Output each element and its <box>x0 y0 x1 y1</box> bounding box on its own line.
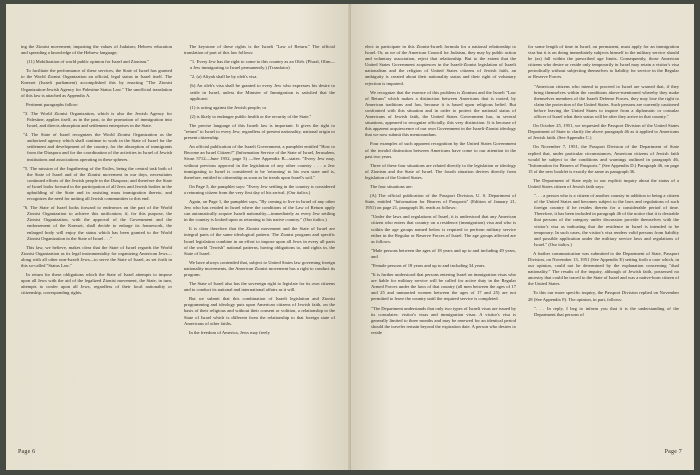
page-number: Page 7 <box>664 449 682 455</box>
paragraph: But we submit that this combination of Israeli legislation and Zionist programming and ideology puts upon American citizens of Jewish faith, on the basis of their religious and without their consent or volition, a relationship to the State of Israel which is different from the relationship to that foreign state of Americans of other faiths. <box>184 296 335 326</box>
paragraph: Again, on Page 1, the pamphlet says, "By coming to live in Israel of any other Jew who has resided in Israel where the conditions of the Law of Return apply can automatically acquire Israeli nationality—immediately as every Jew settling in the country is looked upon as returning to his native country." (Our italics.) <box>184 198 335 223</box>
paragraph: This law, we believe, makes clear that the State of Israel regards the World Zionist Organization as its legal instrumentality for organizing American Jews—along with all other non-Israeli Jews—to serve the State of Israel, as set forth in this so-called "Status Law." <box>21 244 172 268</box>
paragraph: ". . . a person who is a citizen of another country in addition to being a citizen of the United States and becomes subject to the laws and regulations of such foreign country if he resides therein for a considerable period of time. Therefore, it has been included in paragraph 46 of the notice that it is desirable that persons of the category under discussion provide themselves with the visitor's visa as indicating that the residence in Israel is intended to be temporary. In such cases, the visitor's visa renders valid persons from liability and possible application under the military service laws and regulations of Israel." (Our italics.) <box>534 193 679 247</box>
paragraph: On November 7, 1951, the Passport Division of the Department of State replied that, under particular circumstances, American citizens of Jewish faith would be subject to the conditions and warnings outlined in paragraph 46, "Information for Bearers of Passports." (See Appendix D.) Paragraph 46, on page 15 of the new booklet is exactly the same as paragraph 36. <box>528 144 679 174</box>
paragraph: We recognize that the essence of this problem is Zionism and the Israeli "Law of Return" which makes a distinction between Americans that is rooted, by American traditions and law, because it is based upon religious belief. But confronted with this situation and in order to protect the national status of Americans of Jewish faith, the United States Government has, in several situations, appeared to recognize officially, this very distinction. It is because of this apparent acquiescence of our own Government in the Israeli-Zionist ideology that we now submit this memorandum. <box>365 89 516 138</box>
paragraph: The four situations are: <box>370 183 413 189</box>
paragraph: "1. Every Jew has the right to come to this country as an Oleh. (Plural, Olim—a Jew immigrating to Israel permanently.) (Translator) <box>190 59 335 71</box>
paragraph: We have always contended that, subject to United States law governing foreign nationality movements, the American Zionist movement has a right to conduct its program. <box>184 259 335 277</box>
paragraph: The State of Israel also has the sovereign right to legislate for its own citizens and to conduct its national and international affairs as it will. <box>184 281 335 293</box>
paragraph: "5. The mission of the Ingathering of the Exiles, being the central task both of the State of Israel and of the Zionist movement in our days, necessitates continued efforts of the Jewish people in the Diaspora; and therefore the State of Israel looks forward to the participation of all Jews and Jewish bodies in the upbuilding of the State and in assisting mass immigration thereto, and recognizes the need for uniting all Jewish communities to this end. <box>23 165 172 202</box>
left-page-column-2 <box>184 44 335 436</box>
paragraph: "American citizens who intend to proceed to Israel are warned that, if they bring themselves within the conditions above-mentioned whereby they make themselves members of the Israeli Defense Forces, they may lose the right to claim the protection of the United States. Such persons are currently cautioned before leaving the United States to inquire from a diplomatic or consular officer of Israel what their status will be after they arrive in that country." <box>534 83 679 120</box>
paragraph: (1) is acting against the Jewish people; or <box>190 104 267 110</box>
paragraph: Pertinent paragraphs follow: <box>26 101 79 107</box>
paragraph: An official publication of the Israeli Government, a pamphlet entitled "How to Become an Israel Citizen?" (Information Service of the State of Israel, Jerusalem, Sivan 5712—June 1952, page 5) —See Appendix B—states: "Every Jew may, without previous approval in the legislation of any other country . . . a Jew immigrating to Israel is considered to be 'returning' to his own state and is, therefore, entitled to citizenship as soon as he treads upon Israel's soil." <box>184 144 335 180</box>
paragraph: elect to participate in this Zionist-Israeli formula for a national relationship to Israel. Or, as we of the American Council for Judaism, they may by public action and voluntary association, reject that relationship. But to the extent that the United States Government acquiesces in the Israeli-Zionist legislation of Israeli nationalism and the religion of United States citizens of Jewish faith, an ambiguity is created about their nationality status and their right of voluntary rejection is impaired. <box>365 44 516 86</box>
paragraph: In return for these obligations which the State of Israel attempts to impose upon all Jews with the aid of the legalized Zionist movement, the State, in turn, attempts to confer upon all Jews, regardless of their local nationality or citizenship, corresponding rights. <box>21 272 172 296</box>
paragraph: "6. The State of Israel looks forward to endeavors on the part of the World Zionist Organization to achieve this unification; if, for this purpose, the Zionist Organization, with the approval of the Government and the endorsement of the Knesset, shall decide to enlarge its framework, the enlarged body will enjoy the status which has been granted to the World Zionist Organization in the State of Israel . . ." <box>23 205 172 241</box>
page-number: Page 6 <box>18 449 36 455</box>
paragraph: "Male persons between the ages of 18 years and up to and including 49 years, and <box>371 247 516 259</box>
paragraph: (A) The official publication of the Passport Division, U. S. Department of State, entitled "Information for Bearers of Passports" (Edition of January 21, 1951) on page 21, paragraph 36, reads as follows: <box>365 193 516 211</box>
paragraph: On October 25, 1951, we requested the Passport Division of the United States Department of State to clarify the above paragraph 46 as it applied to Americans of Jewish faith. (See Appendix C.) <box>528 123 679 141</box>
paragraph: On Page 5, the pamphlet says: "Every Jew settling in the country is considered a returning citizen from the very first day of his arrival. (Our italics.) <box>184 183 335 195</box>
paragraph: The Department of State reply to our explicit inquiry about the status of a United States citizen of Jewish faith says: <box>528 177 679 189</box>
paragraph: The precise language of this Israeli law is important. It gives the right to "return" to Israel to every Jew, regardless of present nationality, national origin or present citizenship. <box>184 122 335 141</box>
paragraph: The keystone of these rights is the Israeli "Law of Return." The official translation of part of this law follows: <box>184 44 335 56</box>
paragraph: "2. (a) Aliyah shall be by oleh's visa. <box>190 74 258 80</box>
paragraph: Four examples of such apparent recognition by the United States Government of the invalid distinction between Americans have come to our attention in the past two years. <box>365 141 516 159</box>
booklet-spread <box>6 4 694 470</box>
paragraph: "The Department understands that only two types of Israeli visas are issued by its consulates: visitor's visas and immigration visas. A visitor's visa is generally limited to three months and may be renewed for an identical period should the traveler remain beyond the expiration date. A person who desires to reside <box>371 305 516 335</box>
paragraph: "3. The World Zionist Organization, which is also the Jewish Agency for Palestine, applies itself, as in the past, to the promotion of immigration into Israel, and directs absorption and settlement enterprises in the State. <box>23 110 172 129</box>
left-page <box>6 4 351 470</box>
right-page-column-2 <box>528 44 679 436</box>
paragraph: "Female persons of 18 years and up to and including 34 years. <box>371 263 486 268</box>
paragraph: "Under the laws and regulations of Israel, it is understood that any American citizen who enters that country on a residence (immigration) visa and who is within the age groups named below is required to perform military service either in the Regular or Reserve Forces of Israel. The age groups affected are as follows: <box>371 214 516 244</box>
paragraph: "It is further understood that persons entering Israel on immigration visas who are liable for military service will be called for active duty in the Regular Armed Forces under the laws of that country (all men between the ages of 17 and 25 and unmarried women between the ages of 17 and 25) are not permitted to leave the country until the required service is completed. <box>371 272 516 302</box>
paragraph: ing the Zionist movement; imparting the values of Judaism; Hebrew education and spreading a knowledge of the Hebrew language; <box>21 44 172 56</box>
paragraph: for some length of time in Israel, on permanent, must apply for an immigration visa but it is on doing immediately subjects himself to the military service should he (as) fall within the prescribed age limits. Consequently, those American citizens who desire or reside only temporarily in Israel may retain a visitor's visa periodically without subjecting themselves to liability for service in the Regular or Reserve Forces. <box>528 44 679 80</box>
paragraph: (2) is likely to endanger public health or the security of the State." <box>190 113 312 119</box>
paragraph: (b) An oleh's visa shall be granted to every Jew who expresses his desire to settle in Israel, unless the Minister of Immigration is satisfied that the applicant: <box>190 83 335 101</box>
paragraph: To this our more specific inquiry, the Passport Division replied on November 28 (See Appendix F). The opinion, in part, follows: <box>528 290 679 302</box>
right-page-column-1 <box>365 44 516 436</box>
paragraph: It is clear therefore that the Zionist movement and the State of Israel are integral parts of the same ideological pattern. The Zionist program and specific Israel legislation combine in an effort to impose upon all Jews in every all parts of the world "Jewish" national patterns, having obligations to, and rights in, the State of Israel. <box>184 226 335 256</box>
paragraph: ". . . In reply, I beg to inform you that it is the understanding of the Department that persons of <box>534 305 679 317</box>
right-page <box>351 4 694 470</box>
left-page-column-1 <box>21 44 172 436</box>
paragraph: "4. The State of Israel recognizes the World Zionist Organization as the authorized agency which shall continue to work in the State of Israel for the settlement and development of the country, for the absorption of immigrants from the Diaspora and for the coordination of the activities in Israel of Jewish institutions and associations operating in these spheres. <box>23 132 172 162</box>
paragraph: In the freedom of America, Jews may freely <box>189 329 270 335</box>
paragraph: Three of these four situations are related directly to the legislation or ideology of Zionism and the State of Israel. The fourth situation derives directly from legislation of the United States. <box>365 162 516 180</box>
paragraph: A further communication was submitted to the Department of State, Passport Division, on November 13, 1951 (See Appendix E) setting forth a case which, in our opinion, could not be determined by the explanation concerning "dual nationality." The results of the inquiry, although of Jewish faith, possessed no ancestry that could be traced to the State of Israel and was a native-born citizen of the United States. <box>528 250 679 287</box>
paragraph: (11) Mobilization of world public opinion for Israel and Zionism." <box>27 59 150 65</box>
paragraph: To facilitate the performance of these services, the State of Israel has granted to the World Zionist Organization an official, legal status in Israel itself. The Knesset (Israeli parliament) accomplished this by enacting "The Zionist Organization-Jewish Agency for Palestine Status Law." The unofficial translation of this law is attached as Appendix A. <box>21 68 172 98</box>
